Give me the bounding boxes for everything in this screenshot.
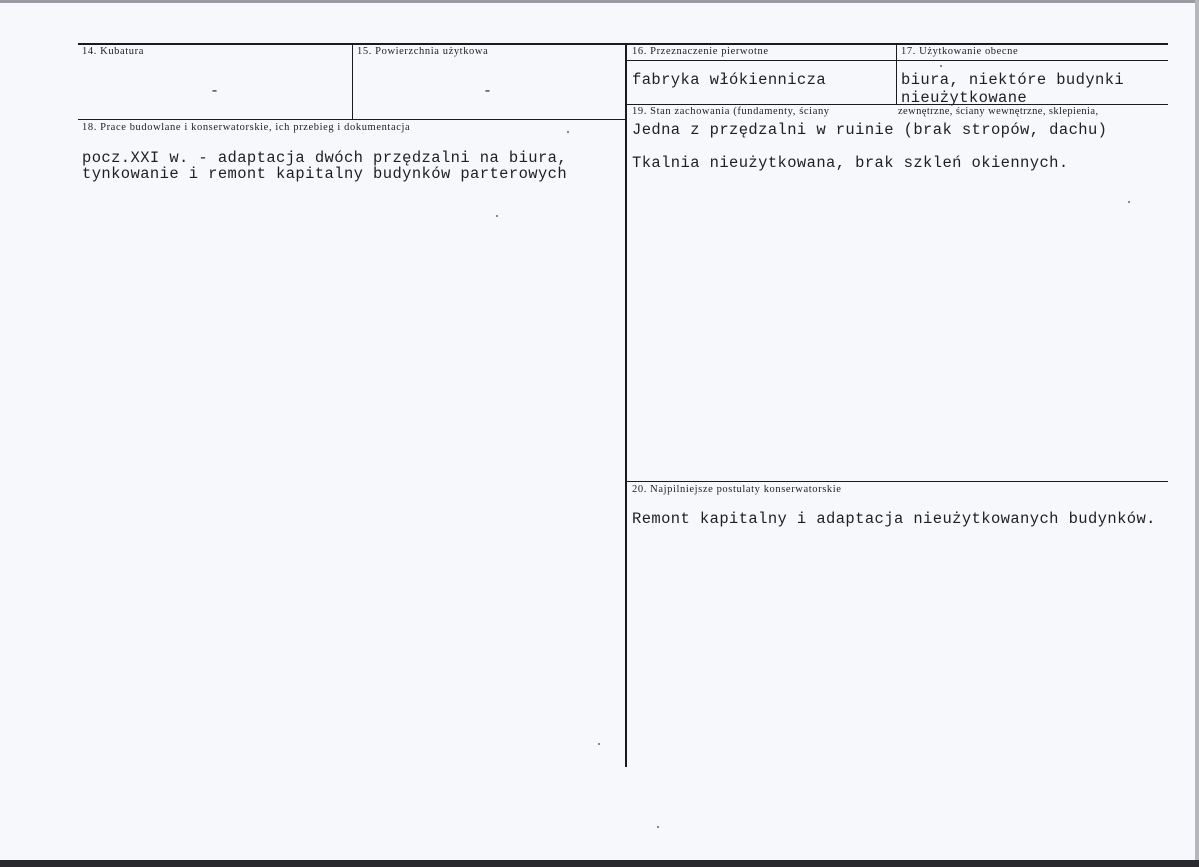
- scan-speck: [598, 743, 600, 745]
- form-sheet: [0, 3, 1195, 860]
- field-19-value-line1: Jedna z przędzalni w ruinie (brak stropów, dachu): [632, 121, 1108, 139]
- row-divider-left-18: [78, 119, 625, 120]
- field-20-value: Remont kapitalny i adaptacja nieużytkowanych budynków.: [632, 510, 1156, 528]
- field-19-label-line1: 19. Stan zachowania (fundamenty, ściany: [632, 106, 830, 117]
- scan-edge-bottom: [0, 860, 1199, 867]
- field-18-label: 18. Prace budowlane i konserwatorskie, ich przebieg i dokumentacja: [82, 122, 411, 133]
- field-19-value-line2: Tkalnia nieużytkowana, brak szkleń okiennych.: [632, 154, 1069, 172]
- field-15-value: -: [483, 83, 493, 100]
- field-20-label: 20. Najpilniejsze postulaty konserwatorskie: [632, 484, 842, 495]
- center-divider: [625, 43, 627, 767]
- scan-speck: [657, 826, 659, 828]
- field-18-value-line1: pocz.XXI w. - adaptacja dwóch przędzalni na biura,: [82, 149, 568, 167]
- field-17-value-line2: nieużytkowane: [901, 89, 1028, 107]
- scan-speck: [1128, 201, 1130, 203]
- row-divider-16-17: [626, 60, 1168, 61]
- field-19-label-line2: zewnętrzne, ściany wewnętrzne, sklepienia,: [898, 106, 1099, 117]
- field-15-label: 15. Powierzchnia użytkowa: [357, 46, 489, 57]
- field-16-value: fabryka włókiennicza: [632, 71, 827, 89]
- scan-edge-right: [1195, 0, 1199, 862]
- scan-speck: [940, 65, 942, 67]
- scan-speck: [496, 215, 498, 217]
- scan-speck: [567, 131, 569, 133]
- divider-14-15: [352, 43, 353, 120]
- field-14-label: 14. Kubatura: [82, 46, 145, 57]
- row-divider-19-20: [626, 481, 1168, 482]
- field-17-value-line1: biura, niektóre budynki: [901, 71, 1125, 89]
- row-divider-17-19: [626, 104, 1168, 105]
- top-border-line: [78, 43, 1168, 45]
- field-17-label: 17. Użytkowanie obecne: [901, 46, 1019, 57]
- field-14-value: -: [210, 83, 220, 100]
- divider-16-17: [896, 43, 897, 105]
- field-18-value-line2: tynkowanie i remont kapitalny budynków parterowych: [82, 165, 568, 183]
- field-16-label: 16. Przeznaczenie pierwotne: [632, 46, 769, 57]
